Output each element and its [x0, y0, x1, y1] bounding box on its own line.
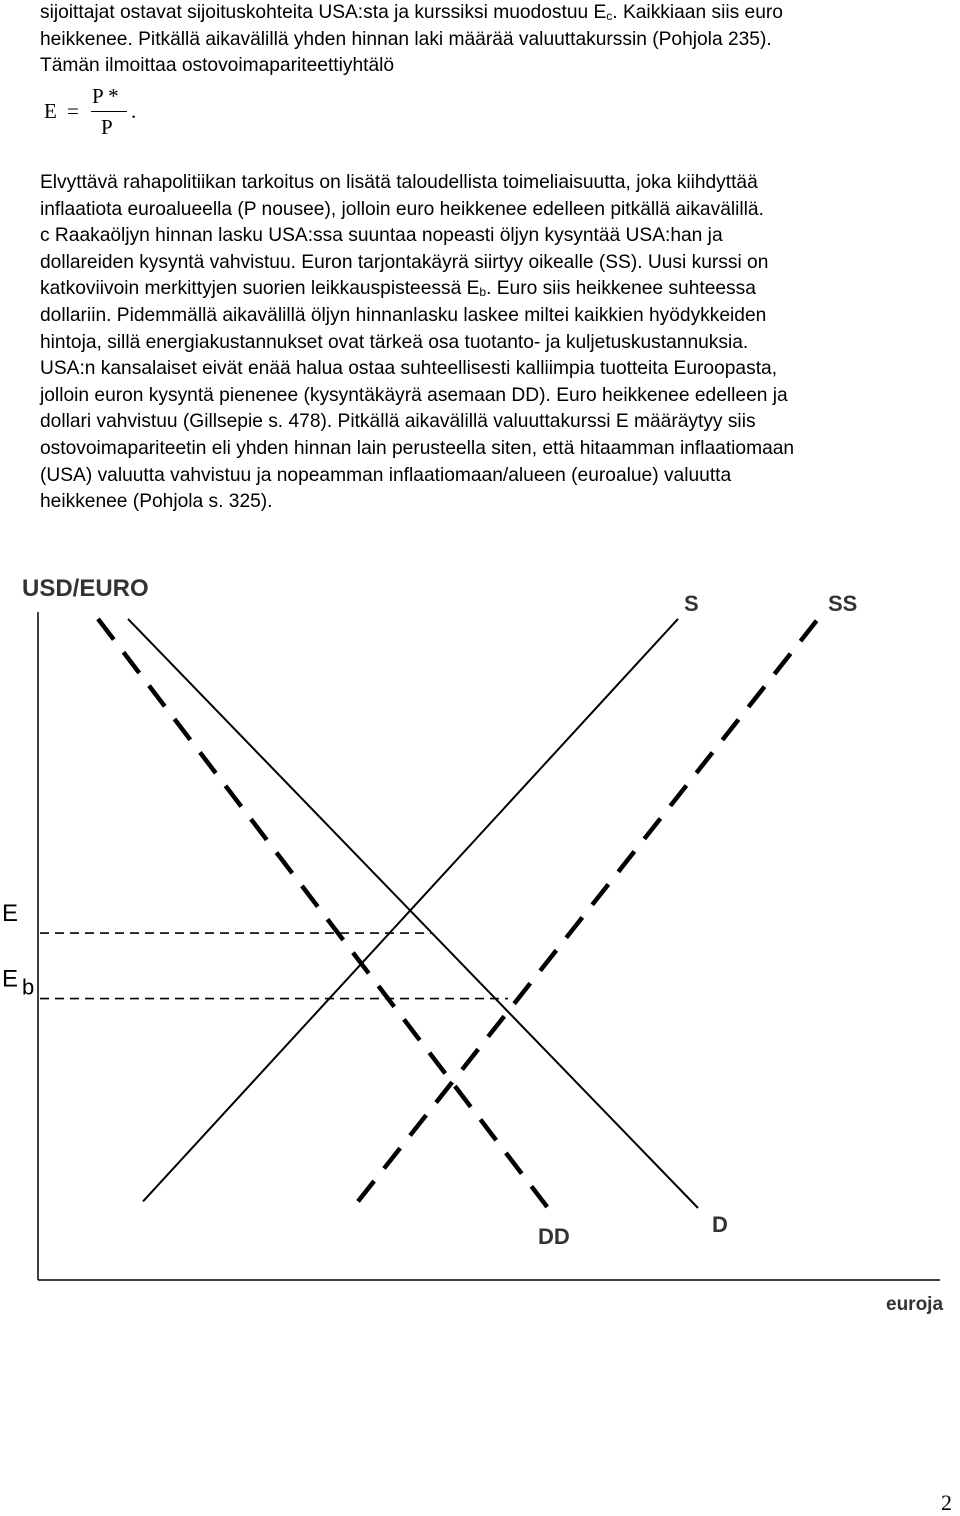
- curve-label-dd: DD: [538, 1224, 570, 1249]
- top-paragraph: [40, 0, 955, 80]
- text-line: ostovoimapariteetin eli yhden hinnan lain perusteella siten, että hitaamman inflaatiomaan: [40, 437, 795, 459]
- curve-label-s: S: [684, 590, 699, 616]
- text-line: c Raakaöljyn hinnan lasku USA:ssa suuntaa nopeasti öljyn kysyntää USA:han ja: [40, 225, 723, 247]
- x-axis-label: euroja: [886, 1294, 944, 1315]
- text-line: Elvyttävä rahapolitiikan tarkoitus on lisätä taloudellista toimeliaisuutta, joka kiihdyttää: [40, 172, 758, 193]
- y-axis-label: USD/EURO: [22, 575, 149, 602]
- text-line: heikkenee (Pohjola s. 325).: [40, 491, 273, 513]
- formula-denominator: P: [101, 115, 113, 139]
- text-line: (USA) valuutta vahvistuu ja nopeamman inflaatiomaan/alueen (euroalue) valuutta: [40, 464, 732, 486]
- text-line: heikkenee. Pitkällä aikavälillä yhden hinnan laki määrää valuuttakurssin (Pohjola 235).: [40, 28, 772, 50]
- level-label-subscript: b: [22, 974, 35, 1000]
- level-lines: [2, 900, 508, 999]
- text-line: sijoittajat ostavat sijoituskohteita USA:sta ja kurssiksi muodostuu $E_c$. Kaikkiaan siis euro: [40, 2, 783, 23]
- curves: [98, 619, 818, 1208]
- exchange-rate-chart: [0, 560, 960, 1320]
- curve-label-ss: SS: [828, 590, 858, 616]
- text-line: dollari vahvistuu (Gillsepie s. 478). Pitkällä aikavälillä valuuttakurssi E määräytyy siis: [40, 411, 756, 433]
- body-paragraph: [40, 170, 955, 516]
- page-number: 2: [941, 1490, 952, 1515]
- text-line: dollareiden kysyntä vahvistuu. Euron tarjontakäyrä siirtyy oikealle (SS). Uusi kurssi on: [40, 251, 769, 273]
- curve-labels: [538, 591, 857, 1249]
- formula-equals: =: [67, 99, 79, 123]
- curve-label-d: D: [712, 1212, 728, 1237]
- level-label-e: E: [2, 900, 19, 928]
- formula-numerator: P *: [92, 84, 119, 108]
- formula-period: .: [131, 99, 137, 123]
- formula-lhs: E: [44, 99, 57, 123]
- text-line: katkoviivoin merkittyjen suorien leikkauspisteessä $E_b$. Euro siis heikkenee suhteessa: [40, 278, 756, 300]
- text-line: dollariin. Pidemmällä aikavälillä öljyn hinnanlasku laskee miltei kaikkien hyödykkeiden: [40, 304, 767, 326]
- fraction-bar: [91, 111, 127, 112]
- curve-ss: [358, 619, 818, 1202]
- ppp-formula: [44, 84, 164, 144]
- curve-dd: [98, 619, 548, 1208]
- text-line: inflaatiota euroalueella (P nousee), jolloin euro heikkenee edelleen pitkällä aikavälillä.: [40, 198, 764, 220]
- text-line: hintoja, sillä energiakustannukset ovat tärkeä osa tuotanto- ja kuljetuskustannuksia.: [40, 331, 749, 353]
- level-label-e-b: E b: [2, 965, 35, 1000]
- curve-d: [128, 619, 698, 1208]
- text-line: USA:n kansalaiset eivät enää halua ostaa suhteellisesti kalliimpia tuotteita Euroopasta,: [40, 358, 778, 380]
- text-line: jolloin euron kysyntä pienenee (kysyntäkäyrä asemaan DD). Euro heikkenee edelleen ja: [40, 384, 788, 406]
- text-line: Tämän ilmoittaa ostovoimapariteettiyhtälö: [40, 55, 395, 77]
